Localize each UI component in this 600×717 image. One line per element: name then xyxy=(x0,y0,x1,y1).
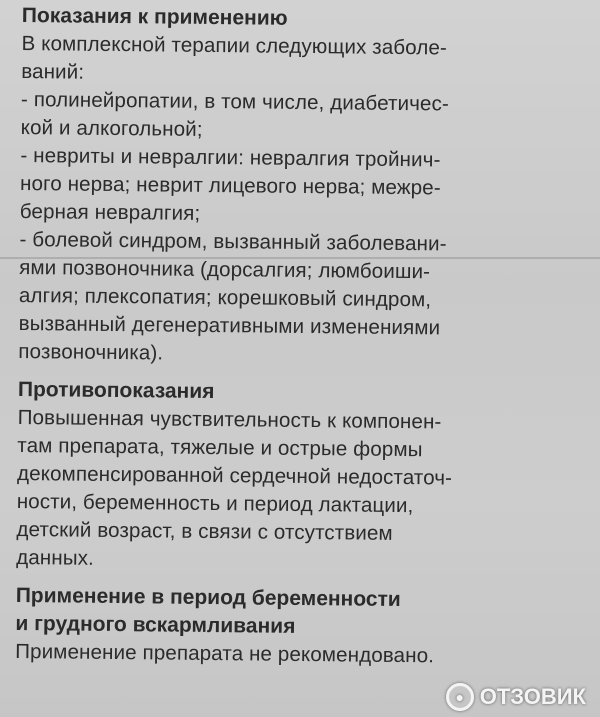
indications-line: В комплексной терапии следующих заболе- xyxy=(21,31,448,60)
indications-line: ваний: xyxy=(21,59,85,84)
otzovik-logo-icon: ● xyxy=(446,683,474,711)
contraindications-line: данных. xyxy=(16,545,95,570)
section-heading-pregnancy: и грудного вскармливания xyxy=(15,611,296,638)
otzovik-watermark xyxy=(446,683,586,711)
indications-line: берная невралгия; xyxy=(19,199,201,225)
indications-line: алгия; плексопатия; корешковый синдром, xyxy=(18,283,432,312)
indications-line: ями позвоночника (дорсалгия; люмбоиши- xyxy=(19,255,431,284)
contraindications-line: детский возраст, в связи с отсутствием xyxy=(16,517,393,545)
indications-line: кой и алкогольной; xyxy=(20,115,203,141)
pregnancy-line: Применение препарата не рекомендовано. xyxy=(15,639,435,668)
indications-line: - невриты и невралгии: невралгия тройнич- xyxy=(20,143,441,172)
indications-line: - полинейропатии, в том числе, диабетичес- xyxy=(20,87,450,116)
contraindications-line: ности, беременность и период лактации, xyxy=(16,489,414,518)
indications-line: вызванный дегенеративными изменениями xyxy=(18,311,441,340)
indications-line: ного нерва; неврит лицевого нерва; межре- xyxy=(19,171,441,200)
section-heading-pregnancy: Применение в период беременности xyxy=(15,583,401,611)
contraindications-line: Повышенная чувствительность к компонен- xyxy=(17,405,442,434)
contraindications-line: декомпенсированной сердечной недостаточ- xyxy=(16,461,453,490)
leaflet-text xyxy=(15,2,582,672)
indications-line: - болевой синдром, вызванный заболевани- xyxy=(19,227,447,256)
watermark-text: ОТЗОВИК xyxy=(479,684,586,709)
contraindications-line: там препарата, тяжелые и острые формы xyxy=(17,433,423,462)
section-heading-contraindications: Противопоказания xyxy=(17,377,215,404)
section-heading-indications: Показания к применению xyxy=(21,3,288,30)
indications-line: позвоночника). xyxy=(18,339,164,365)
